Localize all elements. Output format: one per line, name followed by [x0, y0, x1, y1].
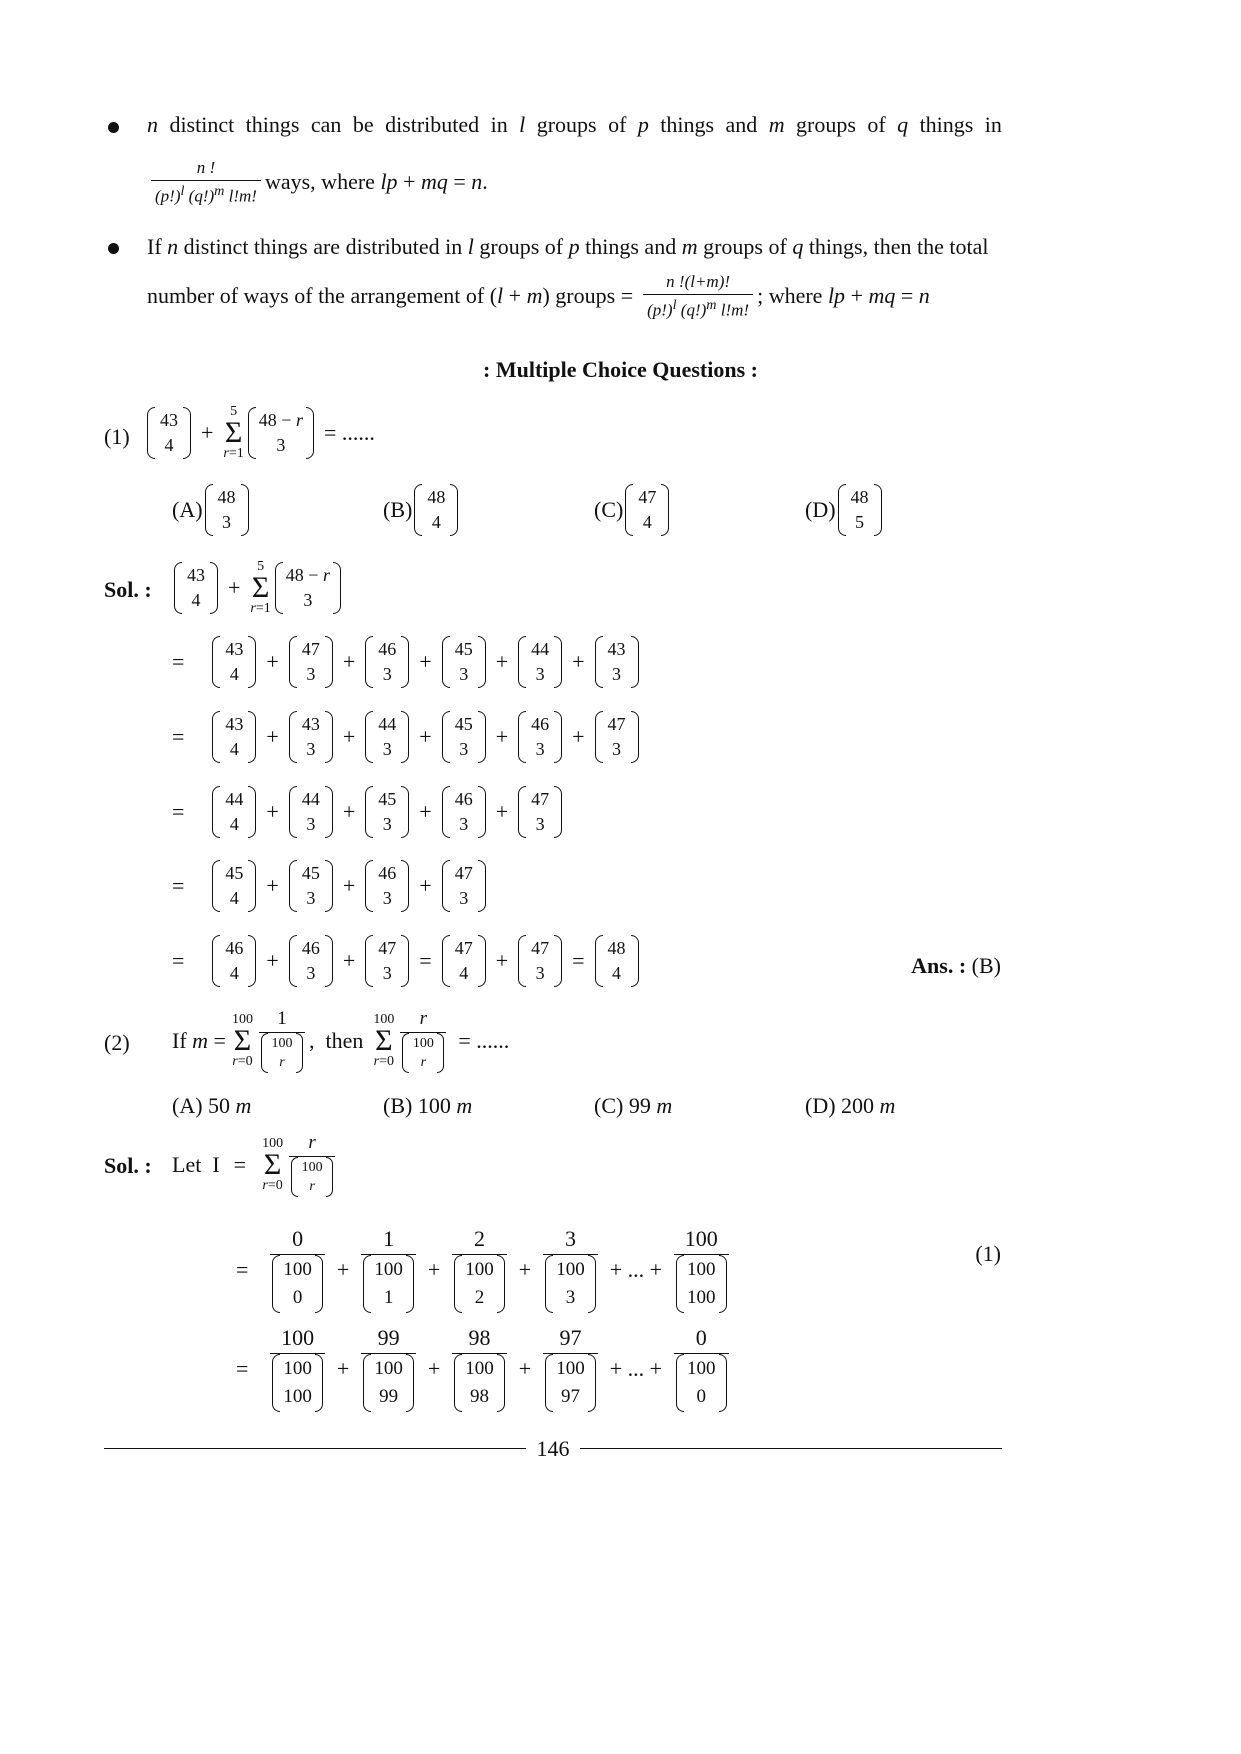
fraction: r 100 r	[289, 1132, 335, 1197]
summation: 100 Σ r=0	[373, 1011, 395, 1069]
question-number: (1)	[104, 424, 130, 449]
answer: Ans. : (B)	[911, 953, 1001, 978]
binomial: 47 3	[365, 935, 409, 987]
solution-label: Sol. :	[104, 1153, 152, 1178]
binomial: 100 0	[272, 1255, 323, 1313]
solution-label: Sol. :	[104, 577, 152, 602]
bullet-1-formula	[147, 158, 488, 207]
binomial: 44 4	[212, 786, 256, 838]
option-d[interactable]: (D) 200 m	[805, 1093, 896, 1118]
binomial: 45 3	[289, 860, 333, 912]
binomial: 48 − r 3	[248, 407, 314, 459]
fraction: 98 100 98	[452, 1325, 507, 1412]
solution-1-step-1: = 43 4 + 47 3 + 46 3 + 45 3 + 44 3 + 43 3	[172, 636, 641, 688]
binomial: 48 − r 3	[275, 562, 341, 614]
binomial: 48 4	[595, 935, 639, 987]
question-number: (2)	[104, 1030, 130, 1055]
solution-2-step-1: = 0 100 0 + 1 100 1 + 2 100 2 + 3 100 3 + ... + 100 100 100	[236, 1226, 733, 1313]
binomial: 47 4	[442, 935, 486, 987]
solution-1-start: 43 4 + 5 Σ r=1 48 − r 3	[172, 560, 343, 616]
binomial: 100 r	[261, 1033, 303, 1073]
fraction-denominator: $(p!)^l$ $(q!)^m$ l!m!	[647, 297, 750, 320]
equation-tag: (1)	[975, 1241, 1001, 1266]
fraction: 1 100 r	[259, 1008, 305, 1073]
binomial: 100 100	[676, 1255, 727, 1313]
binomial: 46 3	[289, 935, 333, 987]
binomial: 46 3	[365, 860, 409, 912]
binomial: 48 4	[414, 484, 458, 536]
binomial: 43 3	[595, 636, 639, 688]
fraction: r 100 r	[400, 1008, 446, 1073]
option-b[interactable]: (B) 100 m	[383, 1093, 473, 1118]
binomial: 46 4	[212, 935, 256, 987]
binomial: 44 3	[518, 636, 562, 688]
binomial: 47 3	[518, 786, 562, 838]
footer-rule-left	[104, 1448, 526, 1449]
binomial: 46 3	[518, 711, 562, 763]
section-heading: : Multiple Choice Questions :	[483, 357, 758, 382]
binomial: 100 r	[402, 1033, 444, 1073]
solution-1-step-5: = 46 4 + 46 3 + 47 3 = 47 4 + 47 3 = 48 4	[172, 935, 641, 987]
fraction	[151, 158, 261, 207]
solution-2-start: Let I = 100 Σ r=0 r 100 r	[172, 1132, 339, 1197]
binomial: 43 4	[174, 562, 218, 614]
binomial: 47 3	[595, 711, 639, 763]
binomial: 47 3	[518, 935, 562, 987]
binomial: 44 3	[289, 786, 333, 838]
binomial: 45 3	[442, 711, 486, 763]
binomial: 48 3	[205, 484, 249, 536]
binomial: 44 3	[365, 711, 409, 763]
fraction: 100 100 100	[270, 1325, 325, 1412]
binomial: 46 3	[442, 786, 486, 838]
binomial: 43 4	[212, 636, 256, 688]
bullet-dot	[108, 122, 119, 133]
bullet-1-tail: ways, where lp + mq = n.	[264, 169, 488, 195]
binomial: 100 r	[291, 1157, 333, 1197]
fraction: 0 100 0	[270, 1226, 325, 1313]
fraction: 3 100 3	[543, 1226, 598, 1313]
bullet-2-tail: ; where lp + mq = n	[757, 283, 930, 309]
option-d[interactable]: (D) 48 5	[805, 484, 884, 536]
bullet-2-line-2: number of ways of the arrangement of (l + m) groups = $\frac{n !(l+m)!}{(p!)^l (q!)^m l!m!}$ ; where lp + mq = n	[147, 272, 930, 320]
option-a[interactable]: (A) 48 3	[172, 484, 251, 536]
fraction-numerator: n !(l+m)!	[666, 272, 731, 291]
binomial: 100 1	[363, 1255, 414, 1313]
fraction-numerator: n !	[196, 158, 216, 177]
fraction: 97 100 97	[543, 1325, 598, 1412]
bullet-2-line-1: If n distinct things are distributed in l groups of p things and m groups of q things, then the total	[147, 234, 989, 259]
summation: 5 Σ r=1	[250, 559, 271, 616]
binomial: 100 99	[363, 1354, 414, 1412]
fraction	[643, 272, 753, 321]
fraction: 2 100 2	[452, 1226, 507, 1313]
binomial: 45 3	[365, 786, 409, 838]
fraction: 1 100 1	[361, 1226, 416, 1313]
option-a[interactable]: (A) 50 m	[172, 1093, 252, 1118]
binomial: 47 3	[442, 860, 486, 912]
binomial: 100 97	[545, 1354, 596, 1412]
summation: 5 Σ r=1	[223, 404, 244, 461]
option-c[interactable]: (C) 99 m	[594, 1093, 673, 1118]
option-b[interactable]: (B) 48 4	[383, 484, 460, 536]
solution-1-step-4: = 45 4 + 45 3 + 46 3 + 47 3	[172, 860, 488, 912]
binomial: 100 100	[272, 1354, 323, 1412]
binomial: 47 4	[625, 484, 669, 536]
binomial: 48 5	[838, 484, 882, 536]
binomial: 43 3	[289, 711, 333, 763]
option-c[interactable]: (C) 47 4	[594, 484, 671, 536]
bullet-dot	[108, 243, 119, 254]
binomial: 47 3	[289, 636, 333, 688]
binomial: 100 3	[545, 1255, 596, 1313]
binomial: 43 4	[147, 407, 191, 459]
footer-rule-right	[580, 1448, 1002, 1449]
binomial: 43 4	[212, 711, 256, 763]
summation: 100 Σ r=0	[262, 1135, 284, 1193]
solution-1-step-3: = 44 4 + 44 3 + 45 3 + 46 3 + 47 3	[172, 786, 564, 838]
binomial: 46 3	[365, 636, 409, 688]
fraction: 100 100 100	[674, 1226, 729, 1313]
fraction: 0 100 0	[674, 1325, 729, 1412]
binomial: 100 2	[454, 1255, 505, 1313]
solution-2-step-2: = 100 100 100 + 99 100 99 + 98 100 98 + 97 100 97 + ... + 0 100 0	[236, 1325, 733, 1412]
fraction-denominator: $(p!)^l$ $(q!)^m$ l!m!	[155, 183, 257, 206]
question-2-expression: If m = 100 Σ r=0 1 100 r , then 100 Σ r=0 r 100 r = ......	[172, 1008, 517, 1073]
fraction: 99 100 99	[361, 1325, 416, 1412]
bullet-1-line-1: n distinct things can be distributed in l groups of p things and m groups of q things in	[147, 112, 1002, 137]
binomial: 100 98	[454, 1354, 505, 1412]
solution-1-step-2: = 43 4 + 43 3 + 44 3 + 45 3 + 46 3 + 47 3	[172, 711, 641, 763]
binomial: 100 0	[676, 1354, 727, 1412]
summation: 100 Σ r=0	[231, 1011, 253, 1069]
binomial: 45 3	[442, 636, 486, 688]
page-number: 146	[536, 1436, 570, 1461]
question-1-expression: 43 4 + 5 Σ r=1 48 − r 3 = ......	[145, 405, 383, 461]
binomial: 45 4	[212, 860, 256, 912]
